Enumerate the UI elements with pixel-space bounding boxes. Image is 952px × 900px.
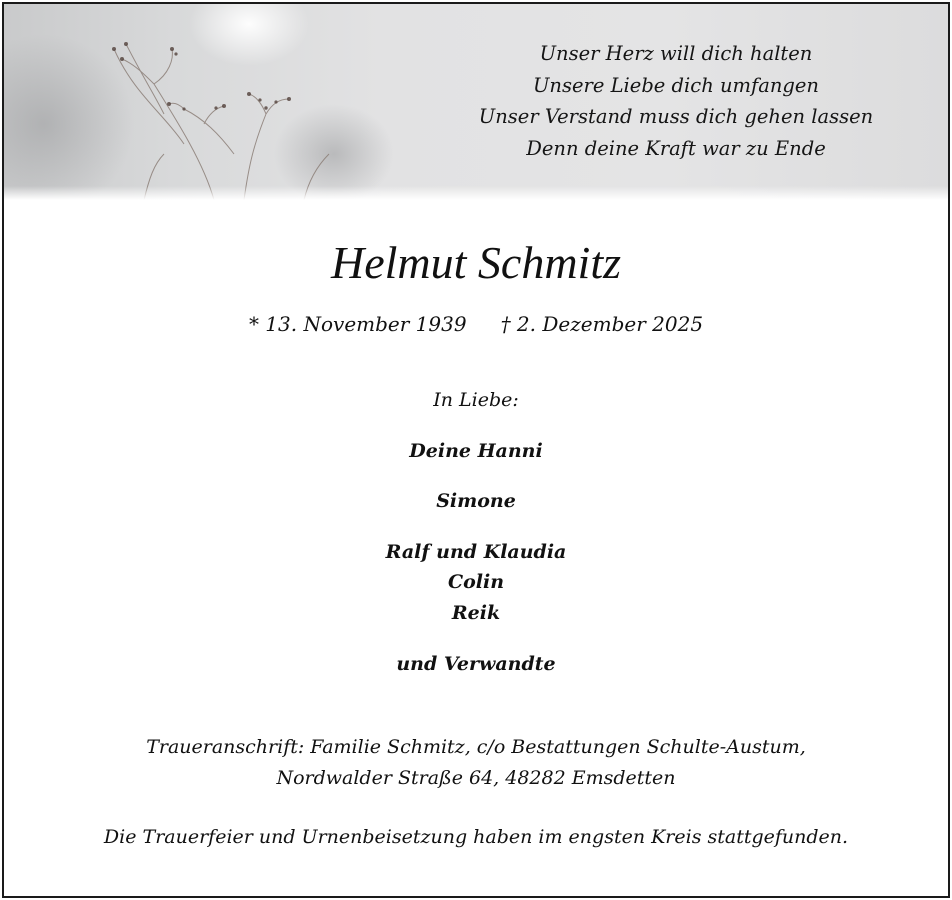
poem-line: Denn deine Kraft war zu Ende xyxy=(526,136,826,160)
life-dates xyxy=(4,309,948,339)
mourner-name: und Verwandte xyxy=(396,653,556,675)
dried-flower-branches-image xyxy=(4,4,424,200)
mourner-name: Reik xyxy=(451,602,501,624)
mourner-name: Colin xyxy=(447,571,505,593)
mourning-address xyxy=(4,732,948,794)
header-banner xyxy=(4,4,948,200)
mourners-label: In Liebe: xyxy=(433,389,519,411)
poem-line: Unser Herz will dich halten xyxy=(539,42,813,65)
address-line: Traueranschrift: Familie Schmitz, c/o Bestattungen Schulte-Austum, xyxy=(146,736,806,758)
birth-date: * 13. November 1939 xyxy=(248,312,467,336)
poem-line: Unser Verstand muss dich gehen lassen xyxy=(478,105,874,128)
mourner-name: Simone xyxy=(436,490,516,512)
mourner-name: Deine Hanni xyxy=(409,440,543,462)
mourner-name: Ralf und Klaudia xyxy=(385,541,567,563)
poem-line: Unsere Liebe dich umfangen xyxy=(533,73,819,97)
address-line: Nordwalder Straße 64, 48282 Emsdetten xyxy=(276,767,676,789)
obituary-card xyxy=(2,2,950,898)
deceased-name: Helmut Schmitz xyxy=(330,237,621,288)
poem xyxy=(404,38,948,164)
death-date: † 2. Dezember 2025 xyxy=(500,312,704,336)
funeral-note: Die Trauerfeier und Urnenbeisetzung haben im engsten Kreis stattgefunden. xyxy=(103,826,849,848)
